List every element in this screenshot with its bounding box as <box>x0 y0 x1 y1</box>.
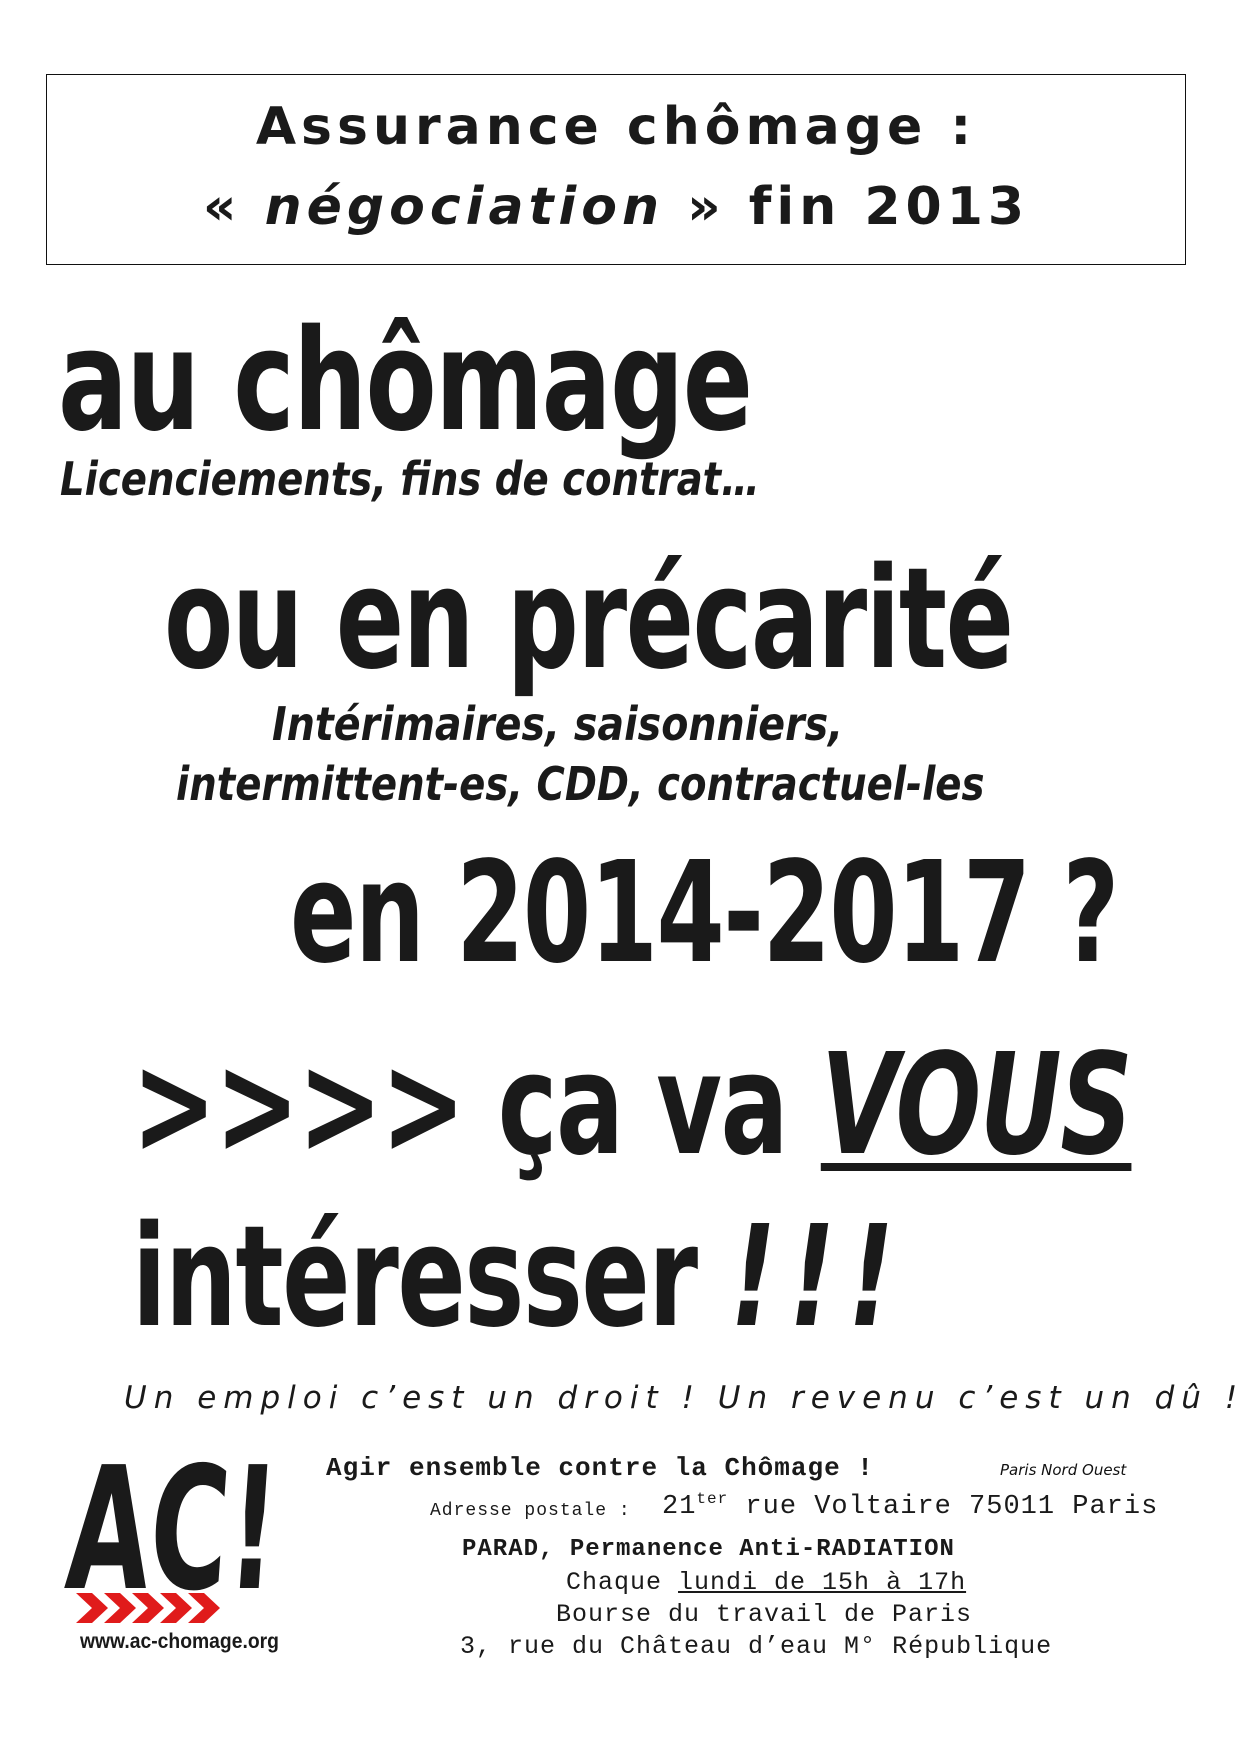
headline-years: en 2014-2017 ? <box>290 832 1118 995</box>
header-quote-close: » fin 2013 <box>687 177 1030 237</box>
permanence-address: 3, rue du Château d’eau M° République <box>460 1632 1053 1661</box>
address-number: 21 <box>662 1492 697 1522</box>
headline-ca-va <box>132 1024 1131 1187</box>
headline-au-chomage: au chômage <box>58 300 752 463</box>
headline-exclamations: !!! <box>730 1196 908 1359</box>
address-label: Adresse postale : <box>430 1501 631 1521</box>
schedule-prefix: Chaque <box>566 1568 679 1597</box>
org-branch: Paris Nord Ouest <box>1000 1461 1127 1479</box>
ac-logo-text: AC! <box>60 1431 409 1629</box>
slogan: Un emploi c’est un droit ! Un revenu c’est un dû ! <box>124 1380 1244 1416</box>
schedule-time: lundi de 15h à 17h <box>678 1568 967 1597</box>
headline-ca-va-prefix: >>>> ça va <box>132 1024 788 1187</box>
header-negociation: négociation <box>264 177 664 237</box>
subline-licenciements: Licenciements, fins de contrat… <box>60 452 760 506</box>
header-subtitle <box>47 177 1185 237</box>
subline-intermittents: intermittent-es, CDD, contractuel-les <box>176 757 985 811</box>
headline-interesser-word: intéresser <box>132 1196 697 1359</box>
header-box <box>46 74 1186 265</box>
headline-interesser <box>132 1196 907 1359</box>
permanence-place: Bourse du travail de Paris <box>556 1600 973 1629</box>
parad-title: PARAD, Permanence Anti-RADIATION <box>462 1536 955 1563</box>
ac-logo <box>60 1431 409 1630</box>
address-suffix: ter <box>696 1490 729 1508</box>
logo-url: www.ac-chomage.org <box>80 1630 279 1653</box>
subline-interimaires: Intérimaires, saisonniers, <box>272 697 844 751</box>
permanence-schedule <box>566 1568 966 1597</box>
address-value <box>662 1490 1158 1522</box>
address-street: rue Voltaire 75011 Paris <box>728 1492 1159 1522</box>
header-quote-open: « <box>202 177 242 237</box>
headline-vous: VOUS <box>820 1024 1132 1187</box>
header-title: Assurance chômage : <box>255 97 977 157</box>
headline-ou-precarite: ou en précarité <box>164 538 1013 701</box>
org-name: Agir ensemble contre la Chômage ! <box>326 1453 874 1483</box>
